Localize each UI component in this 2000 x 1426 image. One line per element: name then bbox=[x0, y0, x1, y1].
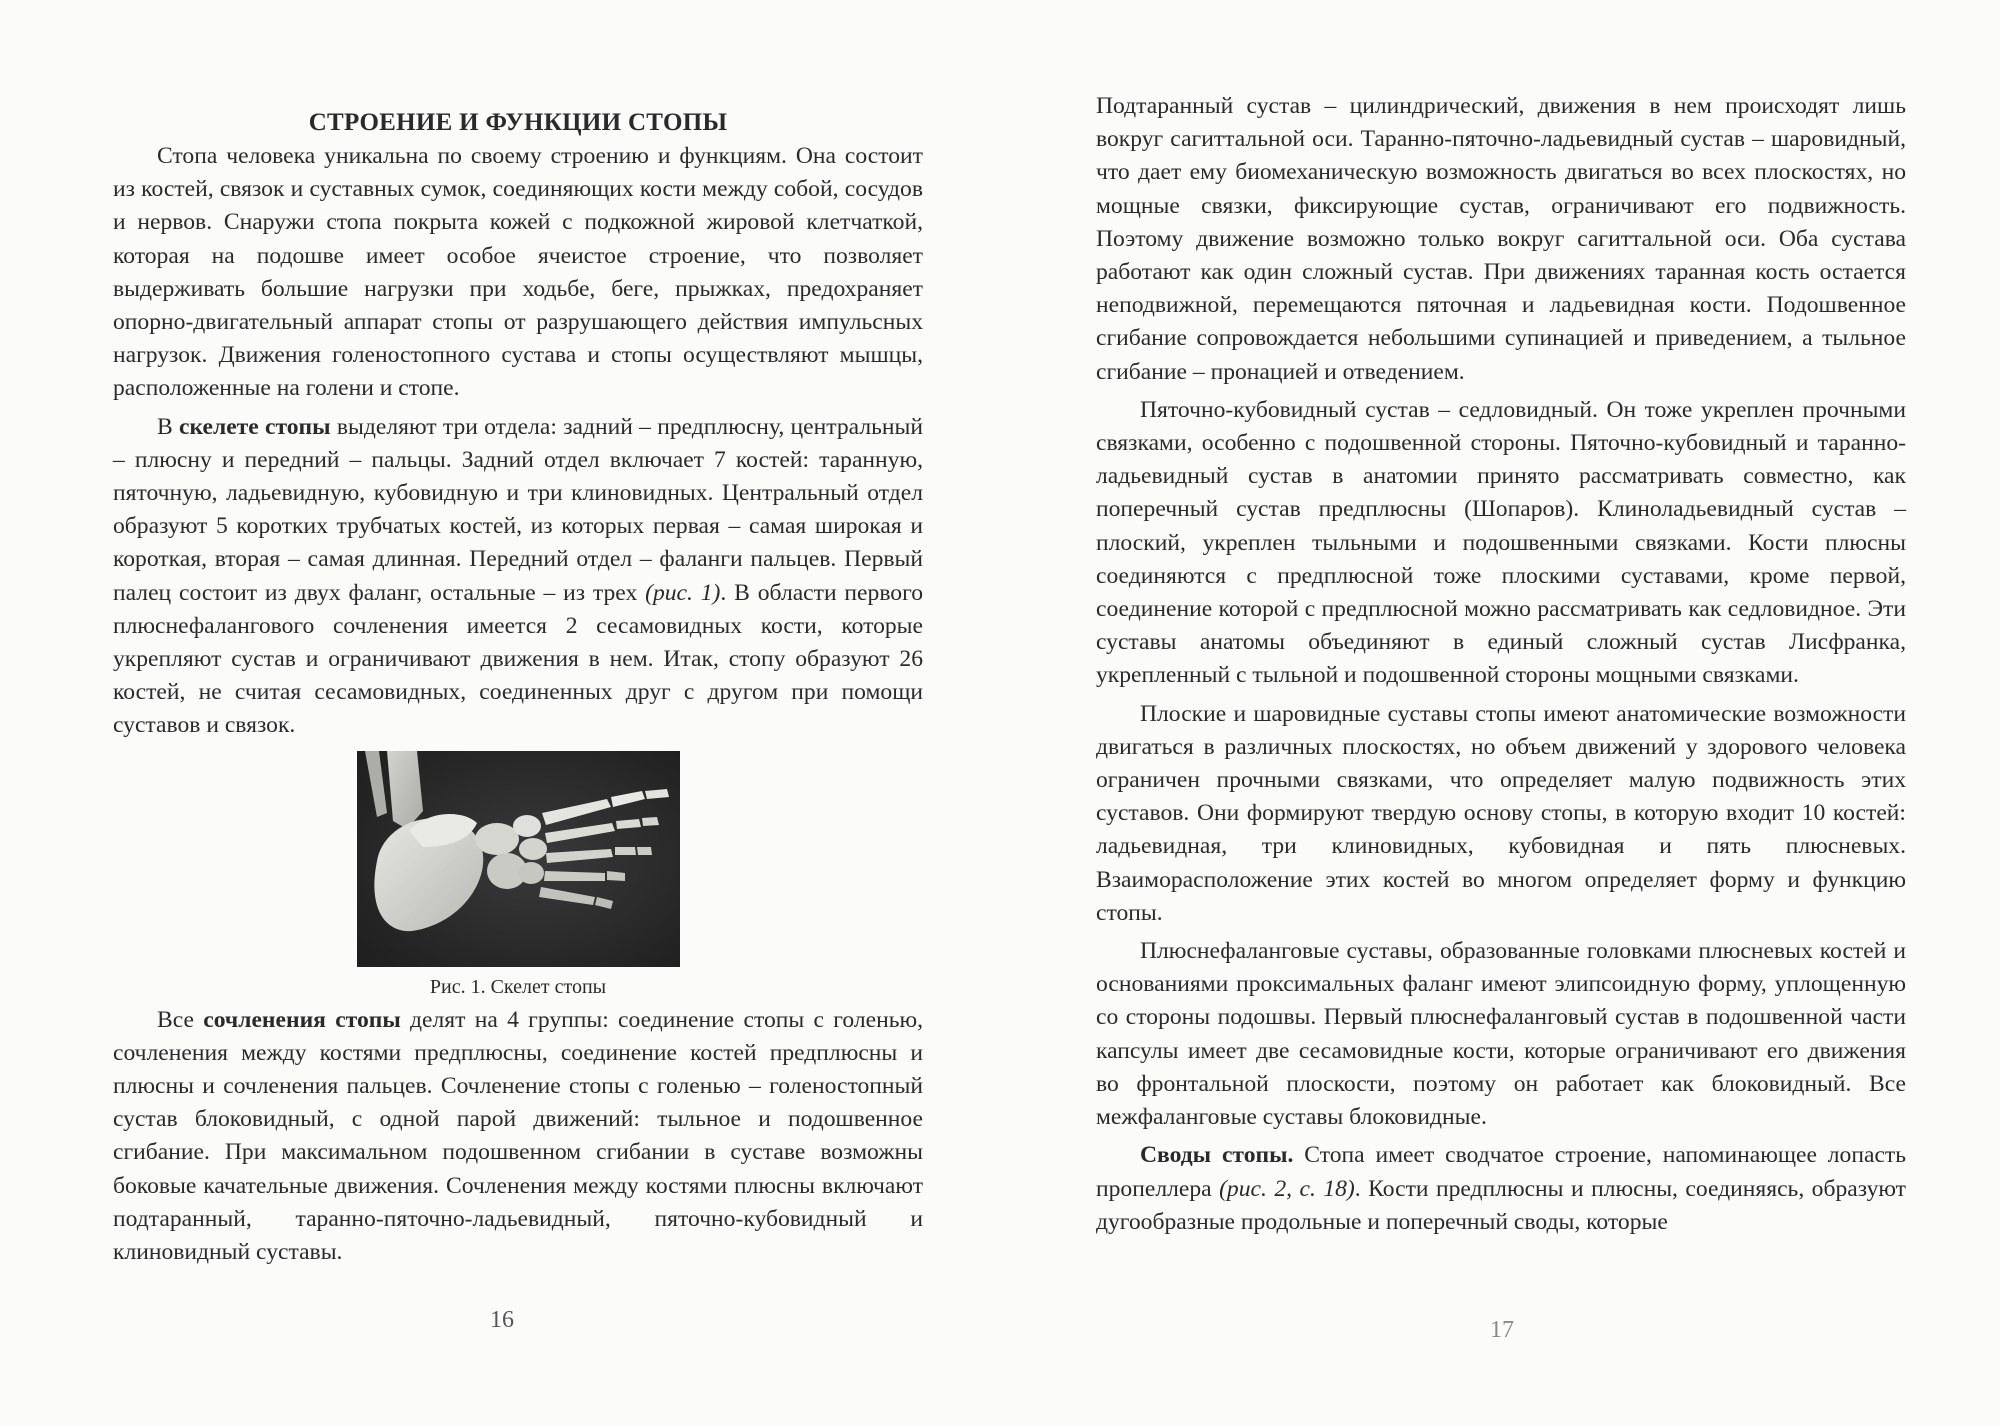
paragraph bbox=[113, 411, 923, 743]
left-page-content bbox=[113, 108, 923, 1269]
text-run: В bbox=[157, 413, 180, 440]
paragraph: Стопа человека уникальна по своему строению и функциям. Она состоит из костей, связок и суставных сумок, соединяющих кости между собой, сосудов и нервов. Снаружи стопа покрыта кожей с подкожной жировой клетчаткой, которая на подошве имеет особое ячеистое строение, что позволяет выдерживать большие нагрузки при ходьбе, беге, прыжках, предохраняет опорно-двигательный аппарат стопы от разрушающего действия импульсных нагрузок. Движения голеностопного сустава и стопы осуществляют мышцы, расположенные на голени и стопе. bbox=[113, 143, 923, 402]
foot-skeleton-photo bbox=[357, 751, 680, 967]
paragraph: Плоские и шаровидные суставы стопы имеют анатомические возможности двигаться в различных плоскостях, но объем движений у здорового человека ограничен прочными связками, что определяет малую подвижность этих суставов. Они формируют твердую основу стопы, в которую входит 10 костей: ладьевидная, три клиновидных, кубовидная и пять плюсневых. Взаиморасположение этих костей во многом определяет форму и функцию стопы. bbox=[1096, 700, 1906, 926]
text-run: выделяют три отдела: задний – предплюсну, центральный – плюсну и передний – пальцы. Задний отдел включает 7 костей: таранную, пяточную, ладьевидную, кубовидную и три клиновидных. Центральный отдел образуют 5 коротких трубчатых костей, из которых первая – самая широкая и короткая, вторая – самая длинная. Передний отдел – фаланги пальцев. Первый палец состоит из двух фаланг, остальные – из трех bbox=[113, 413, 923, 606]
paragraph: Подтаранный сустав – цилиндрический, движения в нем происходят лишь вокруг сагиттальной оси. Таранно-пяточно-ладьевидный сустав – шаровидный, что дает ему биомеханическую возможность двигаться во всех плоскостях, но мощные связки, фиксирующие сустав, ограничивают его подвижность. Поэтому движение возможно только вокруг сагиттальной оси. Оба сустава работают как один сложный сустав. При движениях таранная кость остается неподвижной, перемещаются пяточная и ладьевидная кости. Подошвенное сгибание сопровождается небольшими супинацией и приведением, а тыльное сгибание – пронацией и отведением. bbox=[1096, 93, 1906, 385]
bold-term: сочленения стопы bbox=[203, 1006, 401, 1033]
right-page-content bbox=[1096, 90, 1906, 1239]
text-run: Все bbox=[157, 1006, 204, 1033]
figure-1 bbox=[357, 751, 680, 1000]
bold-term: Своды стопы. bbox=[1140, 1142, 1294, 1169]
figure-reference: (рис. 1) bbox=[645, 579, 721, 606]
bold-term: скелете стопы bbox=[179, 413, 331, 440]
paragraph bbox=[113, 1004, 923, 1270]
right-page bbox=[1000, 0, 2000, 1426]
figure-reference: (рис. 2, с. 18) bbox=[1219, 1175, 1355, 1202]
text-run: . В области первого плюснефалангового сочленения имеется 2 сесамовидных кости, которые укрепляют сустав и ограничивают движения в нем. Итак, стопу образуют 26 костей, не считая сесамовидных, соединенных друг с другом при помощи суставов и связок. bbox=[113, 579, 923, 739]
figure-caption: Рис. 1. Скелет стопы bbox=[429, 975, 607, 998]
chapter-title: СТРОЕНИЕ И ФУНКЦИИ СТОПЫ bbox=[308, 109, 728, 136]
text-run: . Кости предплюсны и плюсны, соединяясь, образуют дугообразные продольные и поперечный своды, которые bbox=[1096, 1175, 1906, 1235]
text-run: Стопа имеет сводчатое строение, напоминающее лопасть пропеллера bbox=[1096, 1142, 1907, 1202]
text-run: делят на 4 группы: соединение стопы с голенью, сочленения между костями предплюсны, соединение костей предплюсны и плюсны и сочленения пальцев. Сочленение стопы с голенью – голеностопный сустав блоковидный, с одной парой движений: тыльное и подошвенное сгибание. При максимальном подошвенном сгибании в суставе возможны боковые качательные движения. Сочленения между костями плюсны включают подтаранный, таранно-пяточно-ладьевидный, пяточно-кубовидный и клиновидный суставы. bbox=[113, 1006, 923, 1266]
paragraph bbox=[1096, 1139, 1906, 1239]
page-number: 17 bbox=[1490, 1317, 1514, 1343]
page-number: 16 bbox=[490, 1307, 514, 1333]
paragraph: Плюснефаланговые суставы, образованные головками плюсневых костей и основаниями проксимальных фаланг имеют элипсоидную форму, уплощенную со стороны подошвы. Первый плюснефаланговый сустав в подошвенной части капсулы имеет две сесамовидные кости, которые ограничивают его движения во фронтальной плоскости, поэтому он работает как блоковидный. Все межфаланговые суставы блоковидные. bbox=[1096, 938, 1906, 1131]
paragraph: Пяточно-кубовидный сустав – седловидный. Он тоже укреплен прочными связками, особенно с подошвенной стороны. Пяточно-кубовидный и таранно-ладьевидный сустав в анатомии принято рассматривать совместно, как поперечный сустав предплюсны (Шопаров). Клиноладьевидный сустав – плоский, укреплен тыльными и подошвенными связками. Кости плюсны соединяются с предплюсной тоже плоскими суставами, кроме первой, соединение которой с предплюсной можно рассматривать как седловидное. Эти суставы анатомы объединяют в единый сложный сустав Лисфранка, укрепленный с тыльной и подошвенной стороны мощными связками. bbox=[1096, 396, 1906, 689]
